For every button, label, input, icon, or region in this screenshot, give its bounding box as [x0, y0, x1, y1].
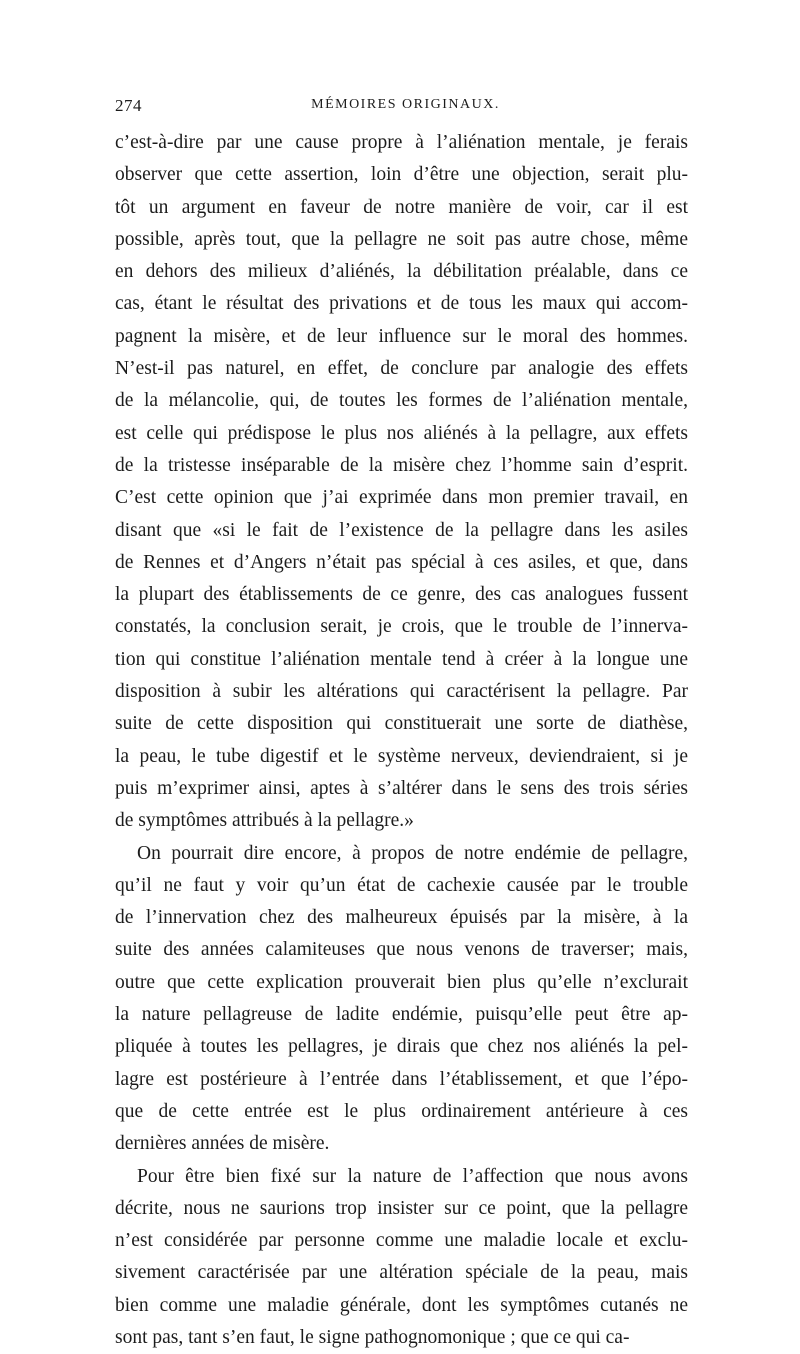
text-line: observer que cette assertion, loin d’être une objection, serait plu-: [115, 159, 688, 191]
text-line: de Rennes et d’Angers n’était pas spécial à ces asiles, et que, dans: [115, 547, 688, 579]
text-line: N’est-il pas naturel, en effet, de conclure par analogie des effets: [115, 353, 688, 385]
text-line: disant que «si le fait de l’existence de la pellagre dans les asiles: [115, 515, 688, 547]
text-line: de symptômes attribués à la pellagre.»: [115, 805, 688, 837]
text-line: c’est-à-dire par une cause propre à l’aliénation mentale, je ferais: [115, 127, 688, 159]
text-line: pliquée à toutes les pellagres, je dirais que chez nos aliénés la pel-: [115, 1031, 688, 1063]
text-line: On pourrait dire encore, à propos de notre endémie de pellagre,: [115, 838, 688, 870]
running-head: MÉMOIRES ORIGINAUX.: [115, 97, 688, 113]
page-number: 274: [115, 96, 142, 116]
text-line: possible, après tout, que la pellagre ne soit pas autre chose, même: [115, 224, 688, 256]
text-line: décrite, nous ne saurions trop insister sur ce point, que la pellagre: [115, 1193, 688, 1225]
page-header: [115, 96, 688, 118]
text-line: la plupart des établissements de ce genre, des cas analogues fussent: [115, 579, 688, 611]
text-line: la nature pellagreuse de ladite endémie, puisqu’elle peut être ap-: [115, 999, 688, 1031]
text-line: est celle qui prédispose le plus nos aliénés à la pellagre, aux effets: [115, 418, 688, 450]
text-line: constatés, la conclusion serait, je crois, que le trouble de l’innerva-: [115, 611, 688, 643]
text-line: bien comme une maladie générale, dont les symptômes cutanés ne: [115, 1290, 688, 1322]
body-text: [115, 127, 688, 1354]
text-line: outre que cette explication prouverait bien plus qu’elle n’exclurait: [115, 967, 688, 999]
text-line: disposition à subir les altérations qui caractérisent la pellagre. Par: [115, 676, 688, 708]
text-line: pagnent la misère, et de leur influence sur le moral des hommes.: [115, 321, 688, 353]
text-line: de la tristesse inséparable de la misère chez l’homme sain d’esprit.: [115, 450, 688, 482]
text-line: la peau, le tube digestif et le système nerveux, deviendraient, si je: [115, 741, 688, 773]
text-line: de la mélancolie, qui, de toutes les formes de l’aliénation mentale,: [115, 385, 688, 417]
paragraph: [115, 1161, 688, 1354]
text-line: lagre est postérieure à l’entrée dans l’établissement, et que l’épo-: [115, 1064, 688, 1096]
text-line: tion qui constitue l’aliénation mentale tend à créer à la longue une: [115, 644, 688, 676]
text-line: dernières années de misère.: [115, 1128, 688, 1160]
text-line: suite des années calamiteuses que nous venons de traverser; mais,: [115, 934, 688, 966]
text-line: Pour être bien fixé sur la nature de l’affection que nous avons: [115, 1161, 688, 1193]
paragraph: [115, 838, 688, 1161]
text-line: sont pas, tant s’en faut, le signe pathognomonique ; que ce qui ca-: [115, 1322, 688, 1354]
text-line: de l’innervation chez des malheureux épuisés par la misère, à la: [115, 902, 688, 934]
text-line: puis m’exprimer ainsi, aptes à s’altérer dans le sens des trois séries: [115, 773, 688, 805]
paragraph: [115, 127, 688, 838]
text-line: en dehors des milieux d’aliénés, la débilitation préalable, dans ce: [115, 256, 688, 288]
text-line: n’est considérée par personne comme une maladie locale et exclu-: [115, 1225, 688, 1257]
text-line: cas, étant le résultat des privations et de tous les maux qui accom-: [115, 288, 688, 320]
text-line: tôt un argument en faveur de notre manière de voir, car il est: [115, 192, 688, 224]
text-line: suite de cette disposition qui constituerait une sorte de diathèse,: [115, 708, 688, 740]
text-line: que de cette entrée est le plus ordinairement antérieure à ces: [115, 1096, 688, 1128]
text-line: qu’il ne faut y voir qu’un état de cachexie causée par le trouble: [115, 870, 688, 902]
text-line: sivement caractérisée par une altération spéciale de la peau, mais: [115, 1257, 688, 1289]
text-line: C’est cette opinion que j’ai exprimée dans mon premier travail, en: [115, 482, 688, 514]
